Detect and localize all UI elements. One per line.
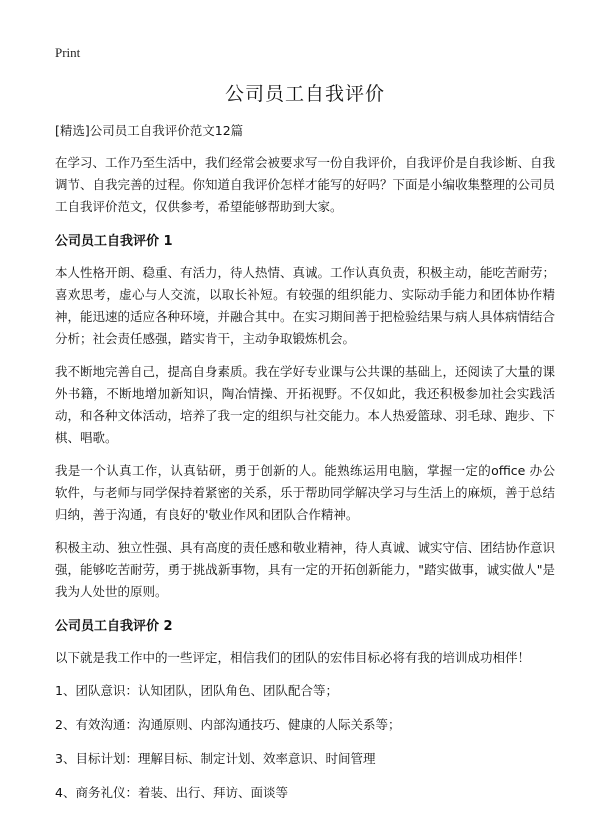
list-item: 4、商务礼仪：着装、出行、拜访、面谈等 [55,785,288,800]
section-2 [55,617,555,804]
list-item: 2、有效沟通：沟通原则、内部沟通技巧、健康的人际关系等； [55,717,401,732]
section-1 [55,232,555,603]
section-heading: 公司员工自我评价 1 [55,234,173,249]
paragraph: 本人性格开朗、稳重、有活力，待人热情、真诚。工作认真负责，积极主动，能吃苦耐劳；喜欢思考，虚心与人交流，以取长补短。有较强的组织能力、实际动手能力和团体协作精神，能迅速的适应各种环境，并融合其中。在实习期间善于把检验结果与病人具体病情结合分析；社会责任感强，踏实肯干，主动争取锻炼机会。 [55,265,556,346]
paragraph: 我是一个认真工作，认真钻研，勇于创新的人。能熟练运用电脑，掌握一定的office 办公软件，与老师与同学保持着紧密的关系，乐于帮助同学解决学习与生活上的麻烦，善于总结归纳，善于沟通，有良好的'敬业作风和团队合作精神。 [55,463,556,522]
list-item: 3、目标计划：理解目标、制定计划、效率意识、时间管理 [55,751,376,766]
intro-paragraph: 在学习、工作乃至生活中，我们经常会被要求写一份自我评价，自我评价是自我诊断、自我调节、自我完善的过程。你知道自我评价怎样才能写的好吗？下面是小编收集整理的公司员工自我评价范文，仅供参考，希望能够帮助到大家。 [55,155,556,214]
document-subtitle: [精选]公司员工自我评价范文12篇 [55,123,244,138]
paragraph: 我不断地完善自己，提高自身素质。我在学好专业课与公共课的基础上，还阅读了大量的课外书籍，不断地增加新知识，陶冶情操、开拓视野。不仅如此，我还积极参加社会实践活动，和各种文体活动，培养了我一定的组织与社交能力。本人热爱篮球、羽毛球、跑步、下棋、唱歌。 [55,364,556,445]
paragraph: 积极主动、独立性强、具有高度的责任感和敬业精神，待人真诚、诚实守信、团结协作意识强，能够吃苦耐劳，勇于挑战新事物，具有一定的开拓创新能力，"踏实做事，诚实做人"是我为人处世的原则。 [55,540,556,599]
paragraph: 以下就是我工作中的一些评定，相信我们的团队的宏伟目标必将有我的培训成功相伴！ [55,650,531,665]
print-link[interactable]: Print [55,45,81,60]
list-item: 1、团队意识：认知团队，团队角色、团队配合等； [55,683,338,698]
page-title: 公司员工自我评价 [224,83,385,105]
section-heading: 公司员工自我评价 2 [55,619,173,634]
